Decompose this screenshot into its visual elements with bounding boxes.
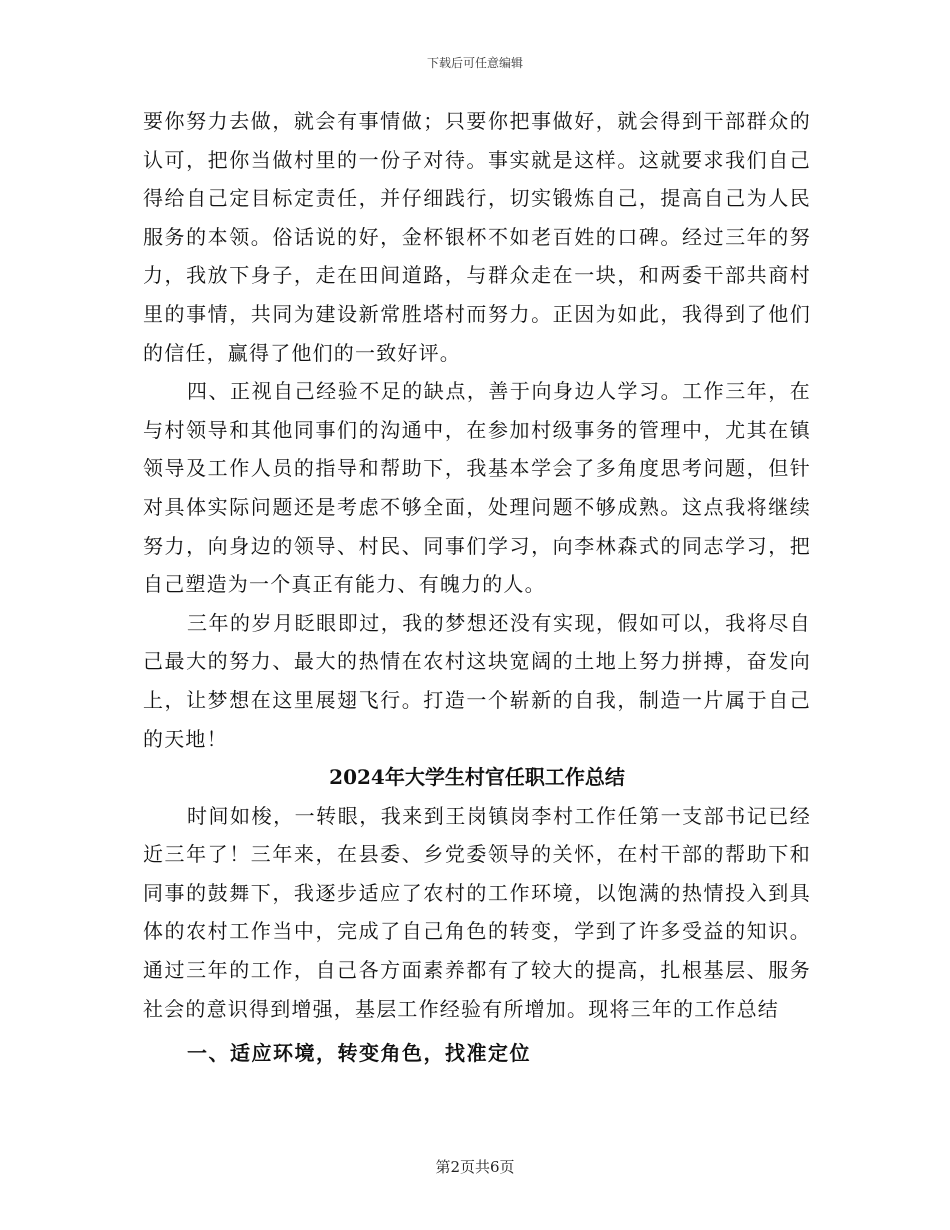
paragraph-continuation: 要你努力去做，就会有事情做；只要你把事做好，就会得到干部群众的认可，把你当做村里的一份子对待。事实就是这样。这就要求我们自己得给自己定目标定责任，并仔细践行，切实锻炼自己，提高自己为人民服务的本领。俗话说的好，金杯银杯不如老百姓的口碑。经过三年的努力，我放下身子，走在田间道路，与群众走在一块，和两委干部共商村里的事情，共同为建设新常胜塔村而努力。正因为如此，我得到了他们的信任，赢得了他们的一致好评。 bbox=[143, 109, 811, 365]
page-number-footer: 第2页共6页 bbox=[435, 1158, 515, 1176]
document-body bbox=[143, 102, 811, 1073]
document-title: 2024年大学生村官任职工作总结 bbox=[329, 765, 625, 790]
paragraph-intro: 时间如梭，一转眼，我来到王岗镇岗李村工作任第一支部书记已经近三年了！三年来，在县委、乡党委领导的关怀，在村干部的帮助下和同事的鼓舞下，我逐步适应了农村的工作环境，以饱满的热情投入到具体的农村工作当中，完成了自己角色的转变，学到了许多受益的知识。通过三年的工作，自己各方面素养都有了较大的提高，扎根基层、服务社会的意识得到增强，基层工作经验有所增加。现将三年的工作总结 bbox=[143, 803, 811, 1021]
section-heading-one: 一、适应环境，转变角色，找准定位 bbox=[187, 1041, 531, 1066]
paragraph-conclusion: 三年的岁月眨眼即过，我的梦想还没有实现，假如可以，我将尽自己最大的努力、最大的热情在农村这块宽阔的土地上努力拼搏，奋发向上，让梦想在这里展翅飞行。打造一个崭新的自我，制造一片属于自己的天地！ bbox=[143, 610, 811, 751]
page-header-note: 下载后可任意编辑 bbox=[426, 56, 523, 70]
paragraph-section-four: 四、正视自己经验不足的缺点，善于向身边人学习。工作三年，在与村领导和其他同事们的沟通中，在参加村级事务的管理中，尤其在镇领导及工作人员的指导和帮助下，我基本学会了多角度思考问题，但针对具体实际问题还是考虑不够全面，处理问题不够成熟。这点我将继续努力，向身边的领导、村民、同事们学习，向李林森式的同志学习，把自己塑造为一个真正有能力、有魄力的人。 bbox=[143, 379, 811, 597]
